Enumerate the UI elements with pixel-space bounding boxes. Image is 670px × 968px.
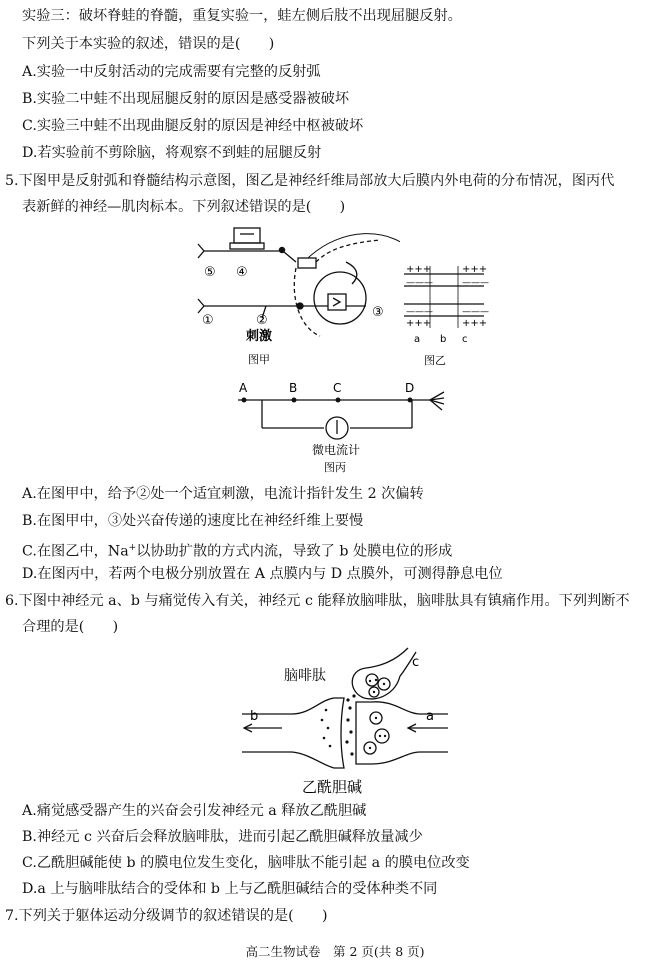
point-D: D (405, 381, 415, 395)
label-four: ④ (236, 265, 248, 280)
label-one: ① (202, 313, 214, 328)
minus-left-top: ——— (406, 278, 433, 288)
figure-q6-synapse (230, 640, 480, 800)
minus-right-bottom: ——— (462, 307, 489, 317)
plus-left-bottom: +++ (406, 318, 432, 329)
label-five: ⑤ (204, 265, 216, 280)
q6-option-a: A.痛觉感受器产生的兴奋会引发神经元 a 释放乙酰胆碱 (22, 803, 367, 819)
q6-stem-line2: 合理的是( ) (22, 619, 119, 635)
minus-left-bottom: ——— (406, 307, 433, 317)
figure-jia-reflex-arc (190, 218, 400, 368)
point-B: B (289, 381, 298, 395)
figure-yi-caption: 图乙 (424, 354, 446, 367)
figure-bing-caption: 图丙 (324, 461, 346, 474)
q4-option-a: A.实验一中反射活动的完成需要有完整的反射弧 (22, 64, 321, 80)
point-c: c (462, 334, 468, 345)
label-acetylcholine: 乙酰胆碱 (302, 778, 363, 796)
q5-option-d: D.在图丙中，若两个电极分别放置在 A 点膜内与 D 点膜外，可测得静息电位 (22, 566, 503, 582)
label-stimulus: 刺激 (246, 329, 273, 344)
label-enkephalin: 脑啡肽 (284, 668, 326, 684)
q5-stem-line2: 表新鲜的神经—肌肉标本。下列叙述错误的是( ) (22, 199, 346, 215)
plus-right-bottom: +++ (462, 318, 488, 329)
q5-option-c: C.在图乙中，Na+以协助扩散的方式内流，导致了 b 处膜电位的形成 (22, 543, 453, 560)
q6-option-b: B.神经元 c 兴奋后会释放脑啡肽，进而引起乙酰胆碱释放量减少 (22, 829, 423, 845)
q4-option-d: D.若实验前不剪除脑，将观察不到蛙的屈腿反射 (22, 145, 322, 161)
q4-stem: 下列关于本实验的叙述，错误的是( ) (22, 36, 275, 52)
label-neuron-c: c (412, 655, 420, 670)
point-A: A (239, 381, 248, 395)
figure-yi-membrane-charges (400, 258, 490, 368)
q6-option-c: C.乙酰胆碱能使 b 的膜电位发生变化，脑啡肽不能引起 a 的膜电位改变 (22, 855, 470, 871)
q7-stem: 7.下列关于躯体运动分级调节的叙述错误的是( ) (5, 908, 328, 924)
label-neuron-a: a (426, 709, 434, 724)
label-neuron-b: b (250, 709, 259, 724)
q5-option-a: A.在图甲中，给予②处一个适宜刺激，电流计指针发生 2 次偏转 (22, 486, 424, 502)
galvanometer-label: 微电流计 (312, 443, 361, 457)
q5-option-b: B.在图甲中，③处兴奋传递的速度比在神经纤维上要慢 (22, 513, 364, 529)
q5-stem-line1: 5.下图甲是反射弧和脊髓结构示意图，图乙是神经纤维局部放大后膜内外电荷的分布情况，图丙代 (5, 173, 615, 189)
experiment-three-text: 实验三：破坏脊蛙的脊髓，重复实验一，蛙左侧后肢不出现屈腿反射。 (22, 8, 462, 24)
plus-left-top: +++ (406, 264, 432, 275)
page-footer: 高二生物试卷 第 2 页(共 8 页) (245, 944, 425, 959)
point-C: C (333, 381, 342, 395)
q6-option-d: D.a 上与脑啡肽结合的受体和 b 上与乙酰胆碱结合的受体种类不同 (22, 881, 438, 897)
label-two: ② (256, 313, 268, 328)
q6-stem-line1: 6.下图中神经元 a、b 与痛觉传入有关，神经元 c 能释放脑啡肽，脑啡肽具有镇痛作用。下列判断不 (5, 593, 630, 609)
figure-bing-nerve-muscle (232, 378, 452, 476)
plus-right-top: +++ (462, 264, 488, 275)
figure-jia-caption: 图甲 (248, 353, 270, 366)
label-three: ③ (372, 305, 384, 320)
q4-option-b: B.实验二中蛙不出现屈腿反射的原因是感受器被破坏 (22, 91, 350, 107)
point-a: a (414, 334, 421, 345)
minus-right-top: ——— (462, 278, 489, 288)
q4-option-c: C.实验三中蛙不出现曲腿反射的原因是神经中枢被破坏 (22, 118, 364, 134)
point-b: b (440, 334, 447, 345)
